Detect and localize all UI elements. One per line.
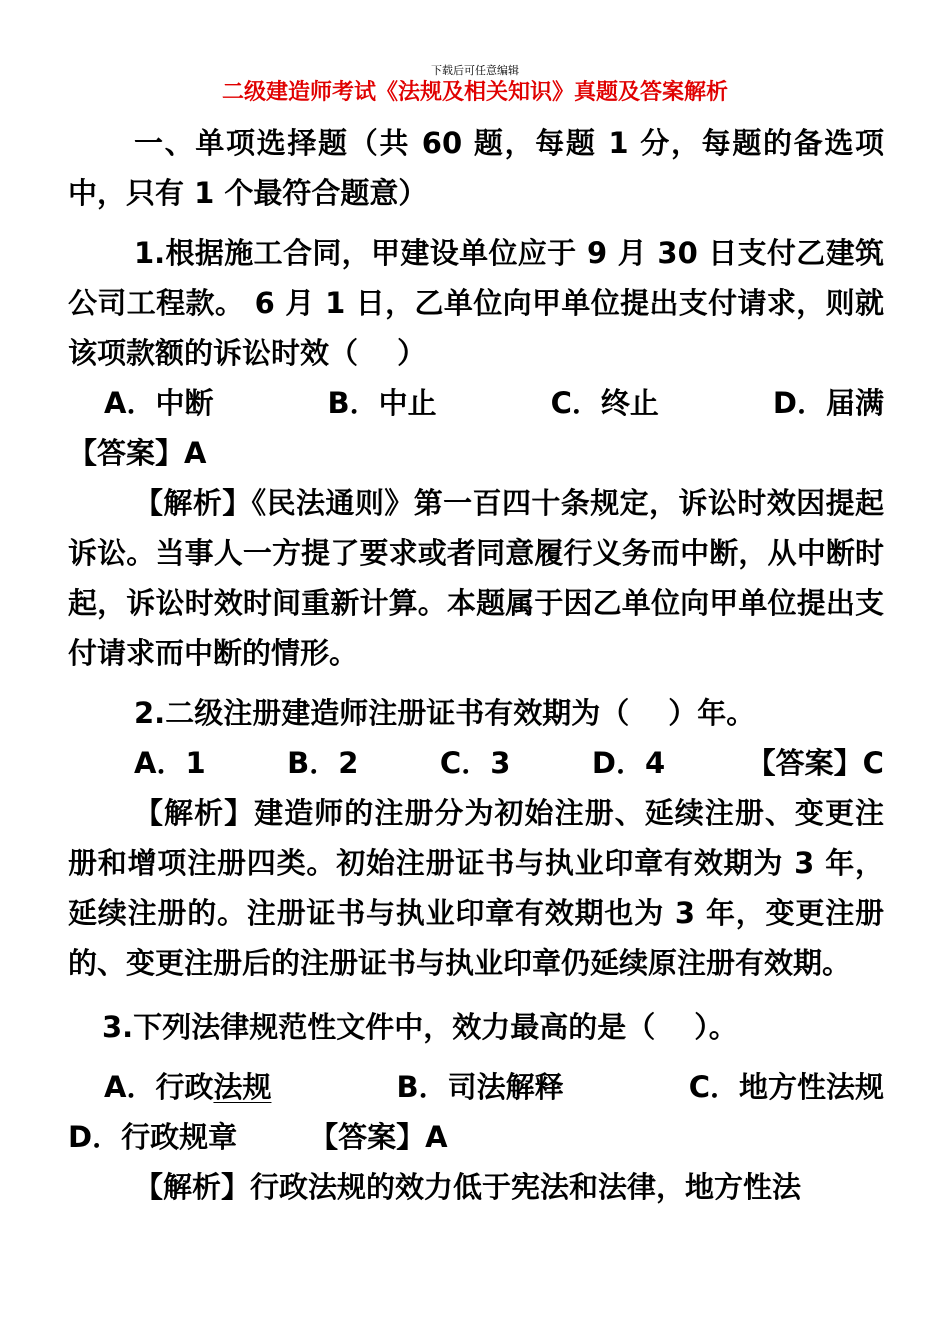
question-2-option-d: D．4 <box>591 746 666 780</box>
document-title: 二级建造师考试《法规及相关知识》真题及答案解析 <box>221 80 728 105</box>
question-1-stem: 1.根据施工合同，甲建设单位应于 9 月 30 日支付乙建筑公司工程款。 6 月 1 日，乙单位向甲单位提出支付请求，则就该项款额的诉讼时效（ ） <box>68 236 884 370</box>
question-3-option-d: D．行政规章 <box>68 1120 238 1154</box>
question-2-options <box>68 738 884 788</box>
question-1-option-a: A．中断 <box>104 386 214 420</box>
question-3-options <box>68 1062 884 1112</box>
question-3-option-b: B．司法解释 <box>396 1070 564 1104</box>
question-1-option-c: C．终止 <box>550 386 659 420</box>
question-2-option-c: C．3 <box>439 746 511 780</box>
question-3-analysis: 【解析】行政法规的效力低于宪法和法律，地方性法 <box>134 1170 802 1204</box>
question-1-options <box>68 378 884 428</box>
question-3-options-row-2 <box>68 1112 884 1162</box>
question-3-option-c: C．地方性法规 <box>688 1070 884 1104</box>
question-3-answer: 【答案】A <box>309 1120 448 1154</box>
question-2-option-a: A．1 <box>134 746 206 780</box>
question-2-stem: 2.二级注册建造师注册证书有效期为（ ）年。 <box>134 696 756 730</box>
question-3-option-a-underlined: 法规 <box>213 1070 272 1104</box>
question-2-answer: 【答案】C <box>746 746 884 780</box>
question-2-analysis: 【解析】建造师的注册分为初始注册、延续注册、变更注册和增项注册四类。初始注册证书与执业印章有效期为 3 年，延续注册的。注册证书与执业印章有效期也为 3 年，变更注册的、变更注册后的注册证书与执业印章仍延续原注册有效期。 <box>68 796 884 980</box>
question-3-option-a <box>104 1062 271 1112</box>
question-1-option-d: D．届满 <box>772 386 884 420</box>
question-1-answer: 【答案】A <box>68 436 207 470</box>
question-3-option-a-label: A．行政 <box>104 1070 214 1104</box>
question-2-option-b: B．2 <box>287 746 359 780</box>
question-3-stem: 3.下列法律规范性文件中，效力最高的是（ ）。 <box>102 1010 738 1044</box>
download-note: 下载后可任意编辑 <box>431 64 519 77</box>
document-body <box>68 118 884 1212</box>
question-1-option-b: B．中止 <box>327 386 437 420</box>
question-1-analysis: 【解析】《民法通则》第一百四十条规定，诉讼时效因提起诉讼。当事人一方提了要求或者同意履行义务而中断，从中断时起，诉讼时效时间重新计算。本题属于因乙单位向甲单位提出支付请求而中断的情形。 <box>68 486 884 670</box>
section-heading: 一、单项选择题（共 60 题，每题 1 分，每题的备选项中，只有 1 个最符合题意） <box>68 126 884 210</box>
